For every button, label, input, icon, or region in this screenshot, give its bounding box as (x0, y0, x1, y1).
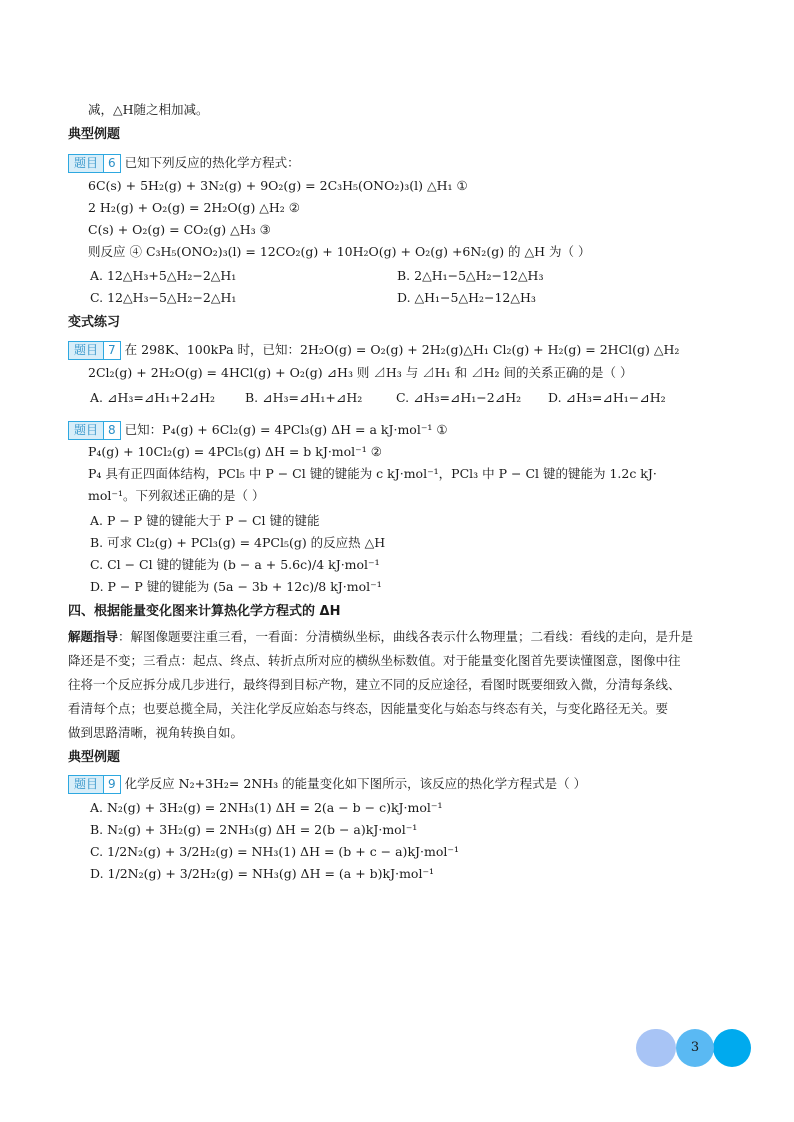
q9-option-b: B. N₂(g) + 3H₂(g) = 2NH₃(g) ΔH = 2(b − a)kJ·mol⁻¹ (90, 822, 418, 837)
question-8-line-3: P₄ 具有正四面体结构，PCl₅ 中 P − Cl 键的键能为 c kJ·mol⁻¹，PCl₃ 中 P − Cl 键的键能为 1.2c kJ· (88, 466, 657, 481)
q7-option-d: D. ⊿H₃=⊿H₁−⊿H₂ (548, 390, 666, 405)
question-8-line-1: 题目 8 已知：P₄(g) + 6Cl₂(g) = 4PCl₃(g) ΔH = a kJ·mol⁻¹ ① (68, 421, 448, 440)
section-part-4-title: 四、根据能量变化图来计算热化学方程式的 ΔH (68, 604, 341, 619)
guide-line-4: 看清每个点；也要总揽全局，关注化学反应始态与终态，因能量变化与始态与终态有关，与变化路径无关。要 (68, 701, 669, 716)
page-circle-right (713, 1029, 751, 1067)
continuation-line: 减，△H随之相加减。 (88, 102, 209, 117)
q6-equation-1: 6C(s) + 5H₂(g) + 3N₂(g) + 9O₂(g) = 2C₃H₅(ONO₂)₃(l) △H₁ ① (88, 178, 468, 193)
guide-line-2: 降还是不变；三看点：起点、终点、转折点所对应的横纵坐标数值。对于能量变化图首先要读懂图意，图像中往 (68, 653, 681, 668)
q6-option-c: C. 12△H₃−5△H₂−2△H₁ (90, 290, 237, 305)
q7-option-c: C. ⊿H₃=⊿H₁−2⊿H₂ (396, 390, 522, 405)
section-typical-example-2: 典型例题 (68, 750, 121, 765)
q6-equation-2: 2 H₂(g) + O₂(g) = 2H₂O(g) △H₂ ② (88, 200, 300, 215)
q9-option-d: D. 1/2N₂(g) + 3/2H₂(g) = NH₃(g) ΔH = (a + b)kJ·mol⁻¹ (90, 866, 435, 881)
q7-option-a: A. ⊿H₃=⊿H₁+2⊿H₂ (90, 390, 216, 405)
q6-option-b: B. 2△H₁−5△H₂−12△H₃ (397, 268, 544, 283)
q8-option-a: A. P − P 键的键能大于 P − Cl 键的键能 (90, 513, 320, 528)
q8-option-d: D. P − P 键的键能为 (5a − 3b + 12c)/8 kJ·mol⁻¹ (90, 579, 382, 594)
question-8-line-2: P₄(g) + 10Cl₂(g) = 4PCl₅(g) ΔH = b kJ·mol⁻¹ ② (88, 444, 382, 459)
q8-option-c: C. Cl − Cl 键的键能为 (b − a + 5.6c)/4 kJ·mol⁻¹ (90, 557, 380, 572)
q6-option-a: A. 12△H₃+5△H₂−2△H₁ (90, 268, 237, 283)
guide-line-1: 解题指导：解图像题要注重三看，一看面：分清横纵坐标，曲线各表示什么物理量；二看线：看线的走向，是升是 (68, 629, 694, 644)
guide-line-3: 往将一个反应拆分成几步进行，最终得到目标产物，建立不同的反应途径，看图时既要细致入微，分清每条线、 (68, 677, 681, 692)
q9-option-a: A. N₂(g) + 3H₂(g) = 2NH₃(1) ΔH = 2(a − b − c)kJ·mol⁻¹ (90, 800, 443, 815)
q6-option-d: D. △H₁−5△H₂−12△H₃ (397, 290, 536, 305)
page-circle-left (636, 1029, 676, 1067)
q6-equation-3: C(s) + O₂(g) = CO₂(g) △H₃ ③ (88, 222, 271, 237)
guide-label: 解题指导 (68, 629, 119, 644)
question-tag-6: 题目 6 (68, 154, 121, 173)
question-tag-8: 题目 8 (68, 421, 121, 440)
question-7-line-1: 题目 7 在 298K、100kPa 时，已知：2H₂O(g) = O₂(g) + 2H₂(g)△H₁ Cl₂(g) + H₂(g) = 2HCl(g) △H₂ (68, 341, 679, 360)
question-8-line-4: mol⁻¹。下列叙述正确的是（ ） (88, 488, 265, 503)
page-number: 3 (676, 1029, 714, 1067)
question-7-line-2: 2Cl₂(g) + 2H₂O(g) = 4HCl(g) + O₂(g) ⊿H₃ 则 ⊿H₃ 与 ⊿H₁ 和 ⊿H₂ 间的关系正确的是（ ） (88, 365, 633, 380)
q9-option-c: C. 1/2N₂(g) + 3/2H₂(g) = NH₃(1) ΔH = (b + c − a)kJ·mol⁻¹ (90, 844, 459, 859)
question-9-stem: 题目 9 化学反应 N₂+3H₂= 2NH₃ 的能量变化如下图所示，该反应的热化学方程式是（ ） (68, 775, 586, 794)
question-tag-7: 题目 7 (68, 341, 121, 360)
q6-equation-4: 则反应 ④ C₃H₅(ONO₂)₃(l) = 12CO₂(g) + 10H₂O(g) + O₂(g) +6N₂(g) 的 △H 为（ ） (88, 244, 591, 259)
question-tag-9: 题目 9 (68, 775, 121, 794)
section-variation-practice: 变式练习 (68, 315, 121, 330)
guide-line-5: 做到思路清晰，视角转换自如。 (68, 725, 244, 740)
q8-option-b: B. 可求 Cl₂(g) + PCl₃(g) = 4PCl₅(g) 的反应热 △H (90, 535, 386, 550)
section-typical-example-1: 典型例题 (68, 127, 121, 142)
question-6-stem: 题目 6 已知下列反应的热化学方程式： (68, 154, 300, 173)
q7-option-b: B. ⊿H₃=⊿H₁+⊿H₂ (245, 390, 363, 405)
